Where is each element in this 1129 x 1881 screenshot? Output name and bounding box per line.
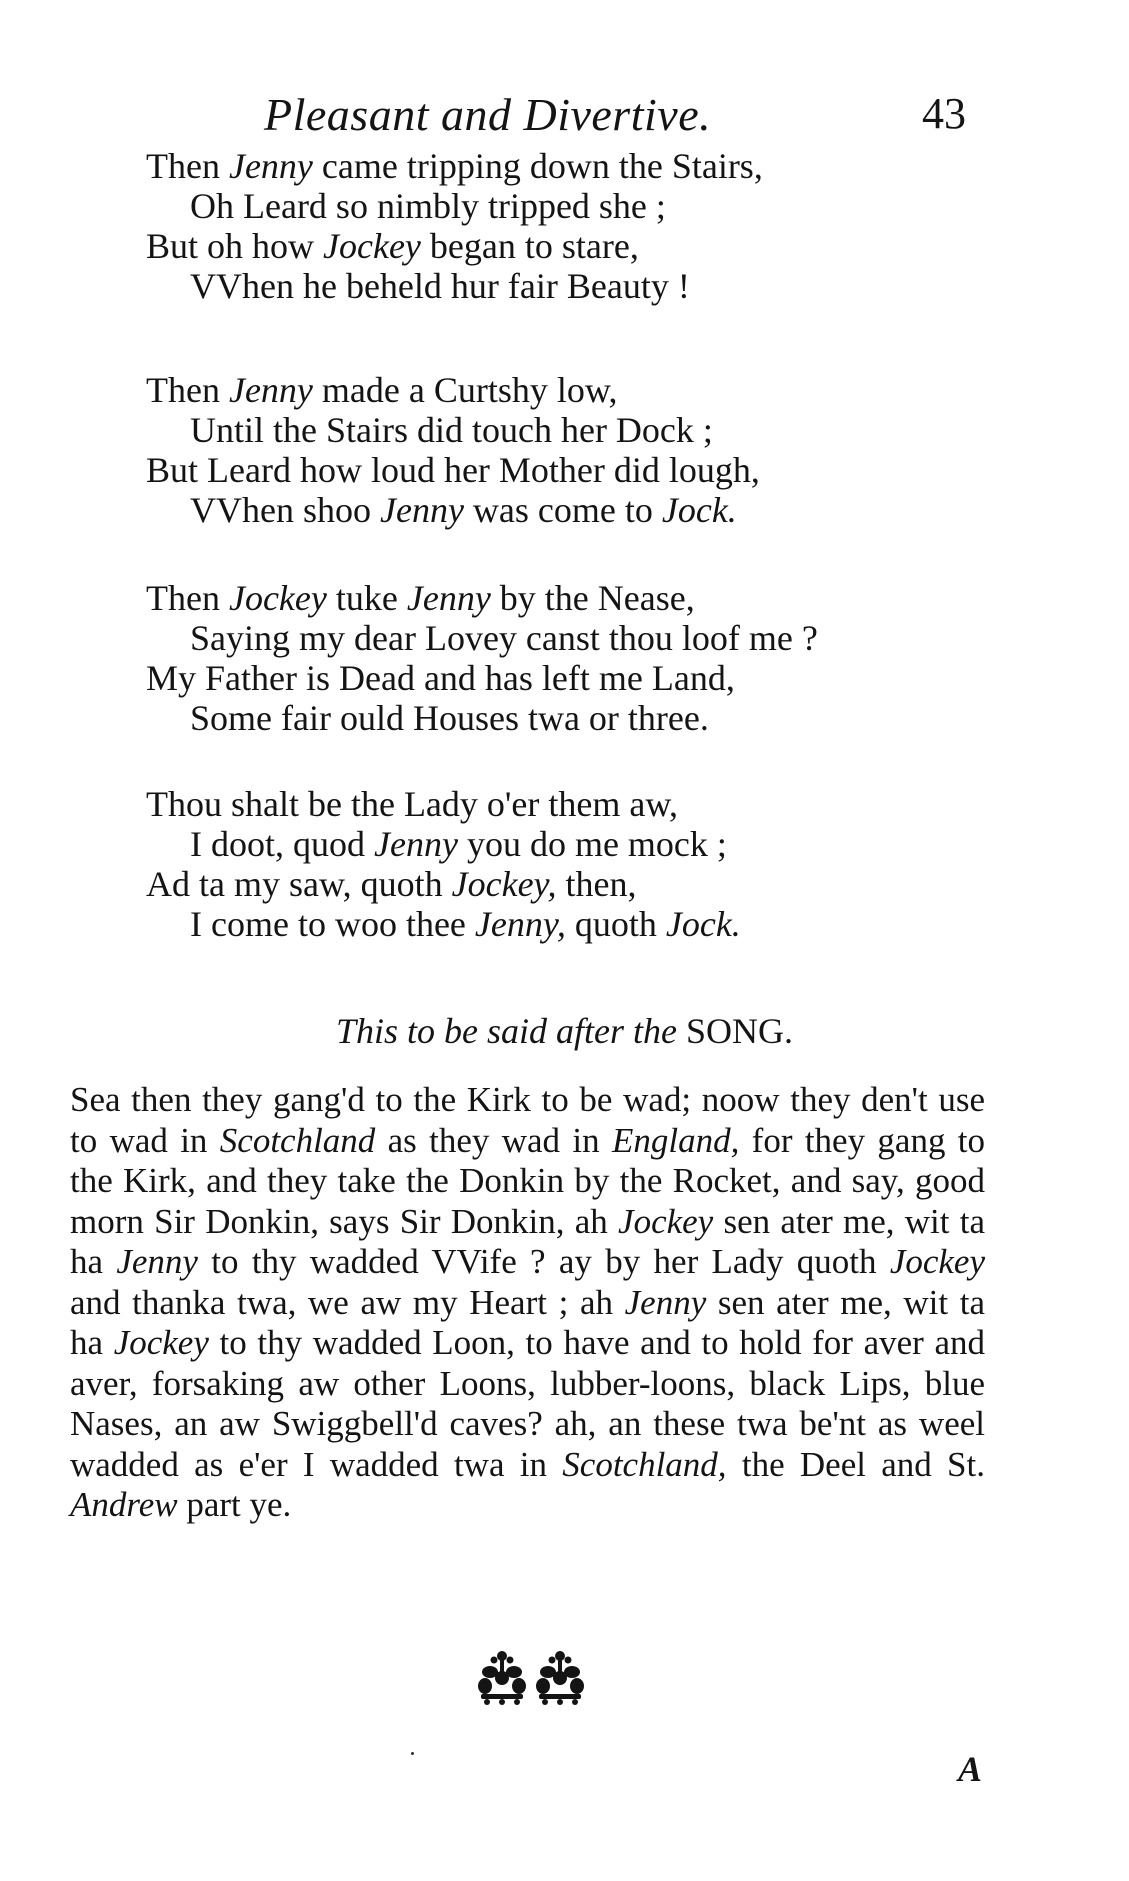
- name-jockey: Jockey: [323, 226, 421, 266]
- verse-line: Then Jenny came tripping down the Stairs,: [146, 146, 763, 186]
- fleuron-ornament-icon: [473, 1648, 589, 1706]
- name-jenny: Jenny: [228, 146, 313, 186]
- verse-line: Oh Leard so nimbly tripped she ;: [190, 186, 666, 226]
- verse-line: But Leard how loud her Mother did lough,: [146, 450, 760, 490]
- verse-line: Saying my dear Lovey canst thou loof me ?: [190, 618, 818, 658]
- verse-line: Then Jenny made a Curtshy low,: [146, 370, 618, 410]
- name-jenny: Jenny,: [474, 904, 566, 944]
- fleuron-left: [478, 1651, 526, 1705]
- name-jenny: Jenny: [379, 490, 464, 530]
- verse-line: VVhen shoo Jenny was come to Jock.: [190, 490, 737, 530]
- section-heading: This to be said after the SONG.: [335, 1011, 793, 1051]
- fleuron-right: [536, 1651, 584, 1705]
- page-number: 43: [922, 89, 966, 138]
- name-jock: Jock.: [661, 490, 737, 530]
- verse-line: Until the Stairs did touch her Dock ;: [190, 410, 713, 450]
- verse-line: Thou shalt be the Lady o'er them aw,: [146, 784, 678, 824]
- verse-line: My Father is Dead and has left me Land,: [146, 658, 735, 698]
- running-head-title: Pleasant and Divertive.: [264, 89, 712, 140]
- stanza-2: [146, 370, 946, 530]
- stanza-3: [146, 578, 946, 738]
- verse-line: Then Jockey tuke Jenny by the Nease,: [146, 578, 695, 618]
- name-jockey: Jockey,: [451, 864, 557, 904]
- prose-paragraph: Sea then they gang'd to the Kirk to be wad; noow they den't use to wad in Scotchland as they wad in England, for they gang to the Kirk, and they take the Donkin by the Rocket, and say, good morn Sir Donkin, says Sir Donkin, ah Jockey sen ater me, wit ta ha Jenny to thy wadded VVife ? ay by her Lady quoth Jockey and thanka twa, we aw my Heart ; ah Jenny sen ater me, wit ta ha Jockey to thy wadded Loon, to have and to hold for aver and aver, forsaking aw other Loons, lubber-loons, black Lips, blue Nases, an aw Swiggbell'd caves? ah, an these twa be'nt as weel wadded as e'er I wadded twa in Scotchland, the Deel and St. Andrew part ye.: [70, 1080, 986, 1524]
- verse-line: I come to woo thee Jenny, quoth Jock.: [190, 904, 741, 944]
- name-jenny: Jenny: [406, 578, 491, 618]
- verse-line: Ad ta my saw, quoth Jockey, then,: [146, 864, 637, 904]
- verse-line: But oh how Jockey began to stare,: [146, 226, 639, 266]
- stanza-1: [146, 146, 946, 306]
- name-jenny: Jenny: [374, 824, 458, 864]
- name-jock: Jock.: [665, 904, 741, 944]
- stanza-4: [146, 784, 946, 944]
- name-jockey: Jockey: [228, 578, 327, 618]
- verse-line: Some fair ould Houses twa or three.: [190, 698, 709, 738]
- verse-line: VVhen he beheld hur fair Beauty !: [190, 266, 690, 306]
- name-jenny: Jenny: [228, 370, 313, 410]
- ink-speck: [411, 1752, 414, 1755]
- signature-mark: A: [958, 1749, 983, 1789]
- verse-line: I doot, quod Jenny you do me mock ;: [190, 824, 727, 864]
